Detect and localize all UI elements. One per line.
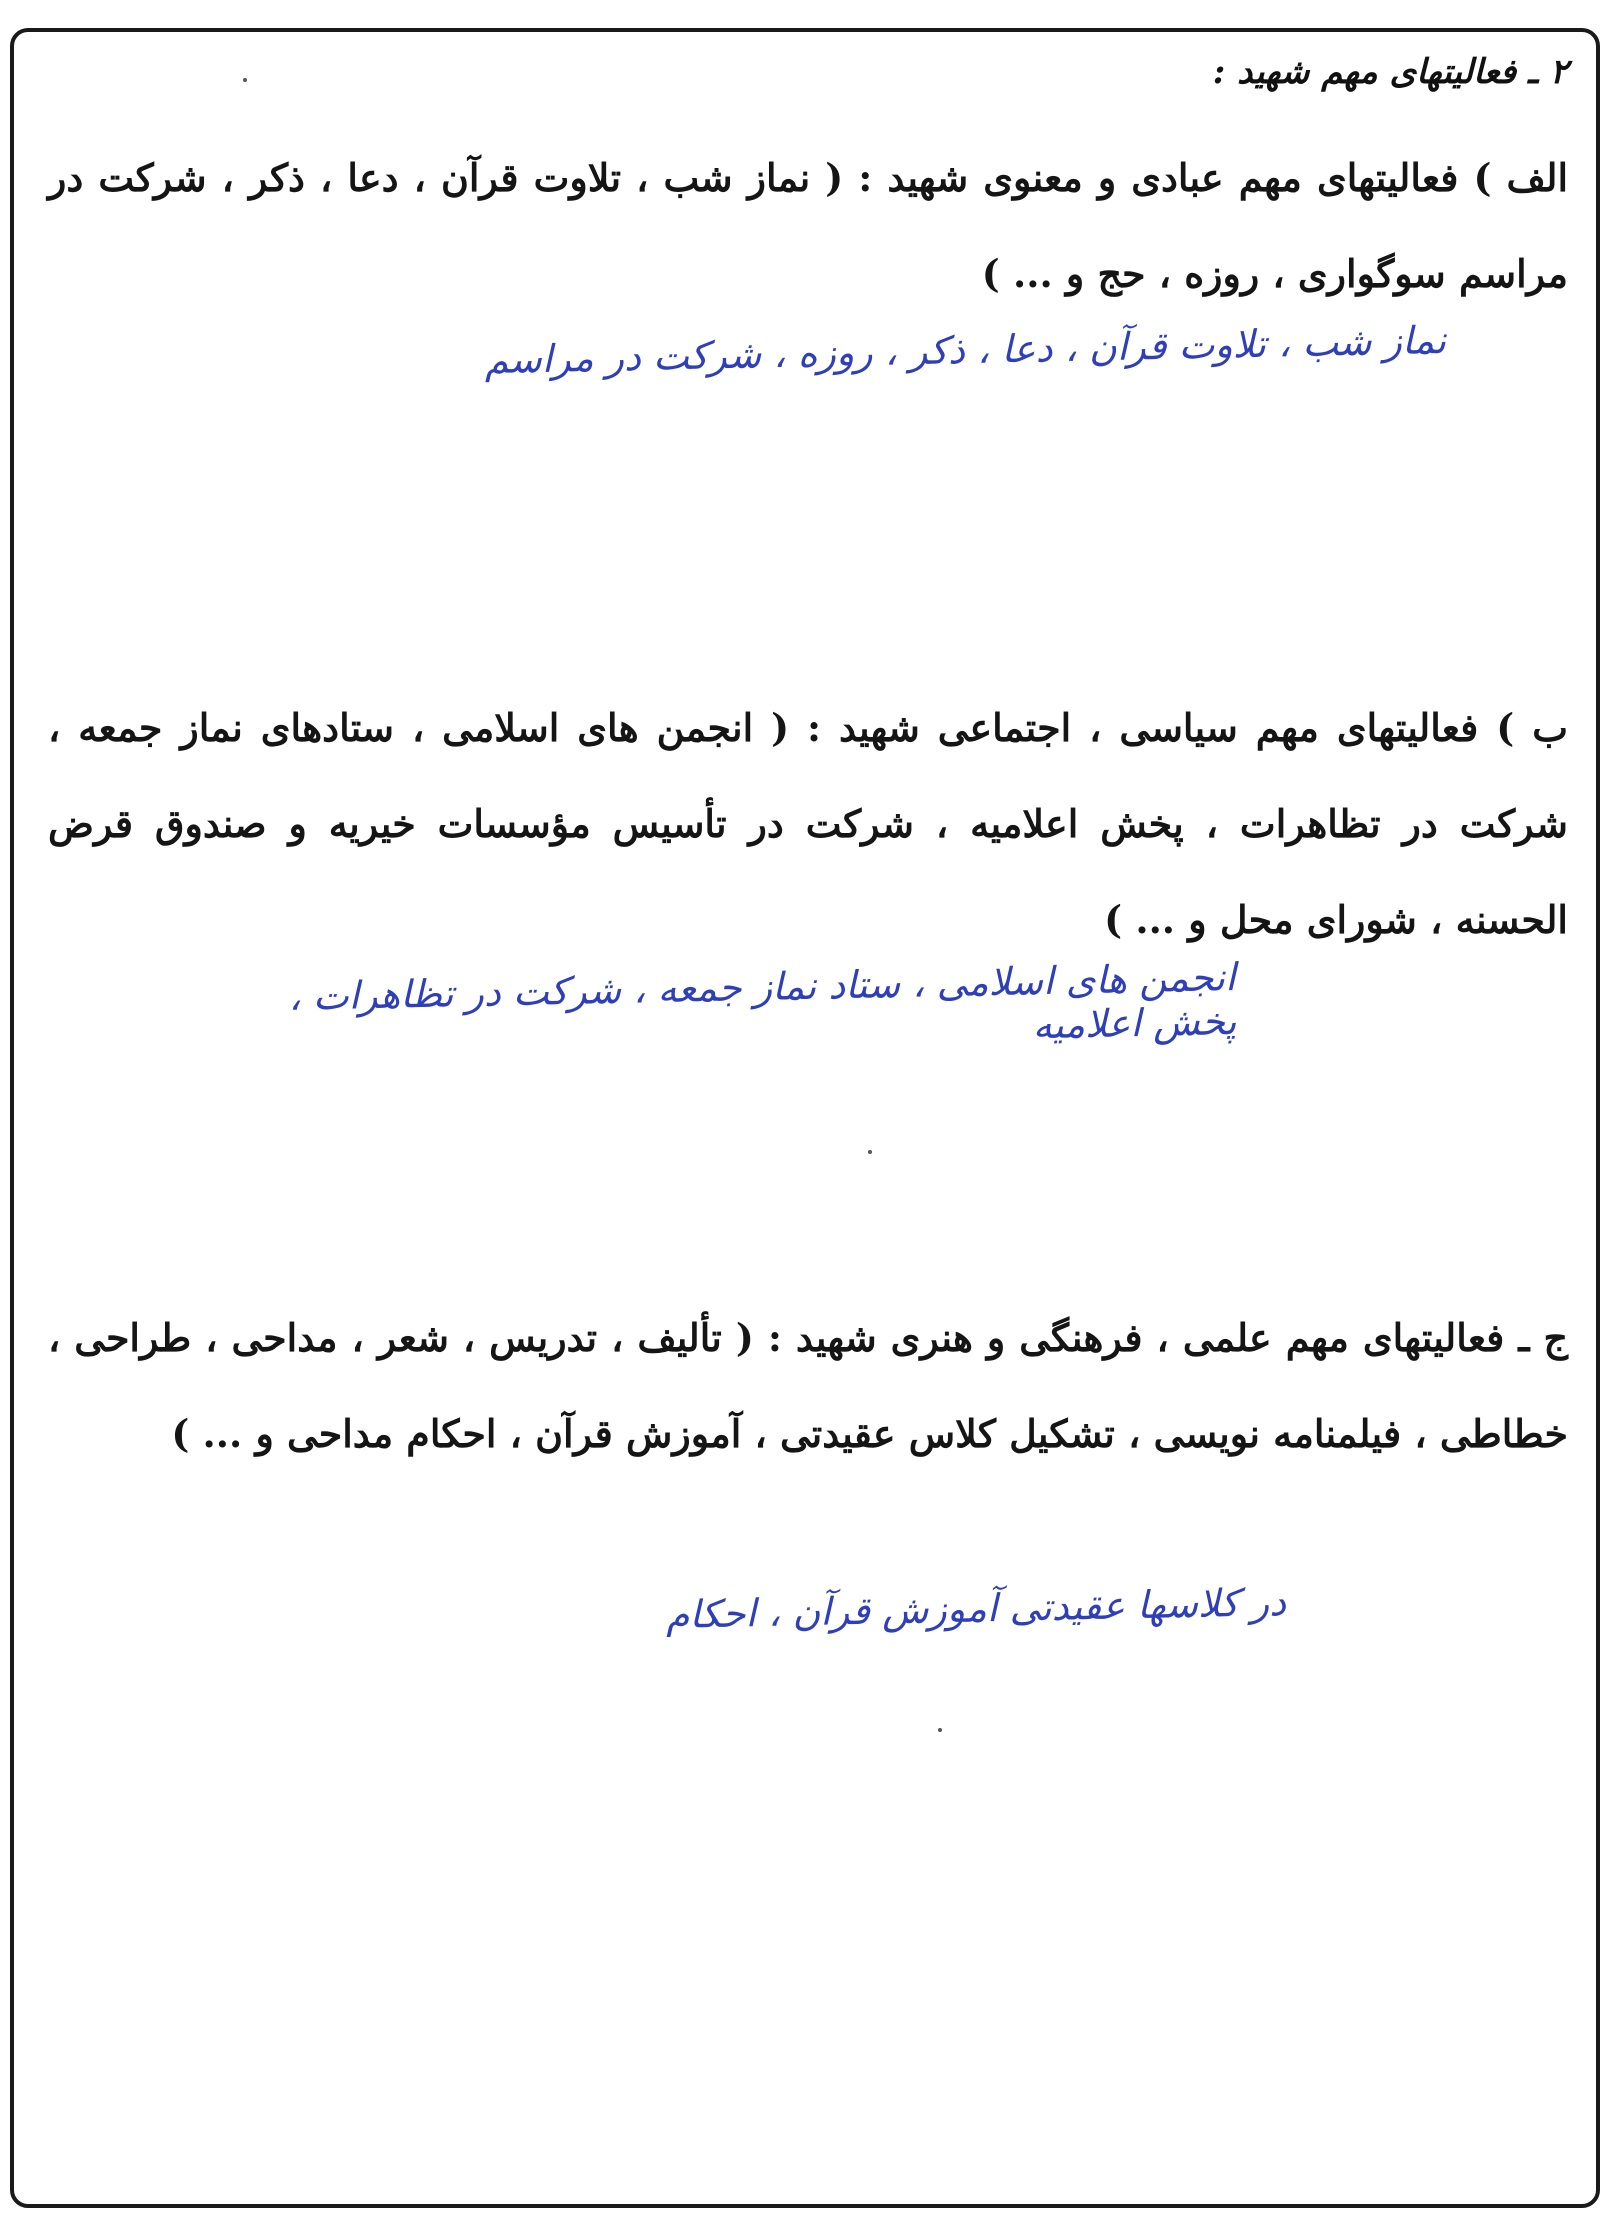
section-c-handwritten-answer: در کلاسها عقیدتی آموزش قرآن ، احکام: [665, 1580, 1287, 1637]
page-heading: ۲ ـ فعالیتهای مهم شهید :: [1212, 52, 1568, 92]
paper-speck: [938, 1728, 942, 1732]
section-a-printed-text: الف ) فعالیتهای مهم عبادی و معنوی شهید : ( نماز شب ، تلاوت قرآن ، دعا ، ذکر ، شرکت در مراسم سوگواری ، روزه ، حج و ... ): [48, 155, 1568, 296]
paper-speck: [868, 1150, 872, 1154]
paper-speck: [243, 78, 247, 82]
section-b-printed-text: ب ) فعالیتهای مهم سیاسی ، اجتماعی شهید : ( انجمن های اسلامی ، ستادهای نماز جمعه ، شرکت در تظاهرات ، پخش اعلامیه ، شرکت در تأسیس مؤسسات خیریه و صندوق قرض الحسنه ، شورای محل و ... ): [48, 705, 1568, 942]
section-a-handwritten-answer: نماز شب ، تلاوت قرآن ، دعا ، ذکر ، روزه ، شرکت در مراسم: [484, 318, 1447, 383]
section-b-handwritten-answer: انجمن های اسلامی ، ستاد نماز جمعه ، شرکت در تظاهرات ، پخش اعلامیه: [288, 955, 1237, 1048]
section-c-printed-text: ج ـ فعالیتهای مهم علمی ، فرهنگی و هنری شهید : ( تألیف ، تدریس ، شعر ، مداحی ، طراحی ، خطاطی ، فیلمنامه نویسی ، تشکیل کلاس عقیدتی ، آموزش قرآن ، احکام مداحی و ... ): [48, 1315, 1568, 1456]
